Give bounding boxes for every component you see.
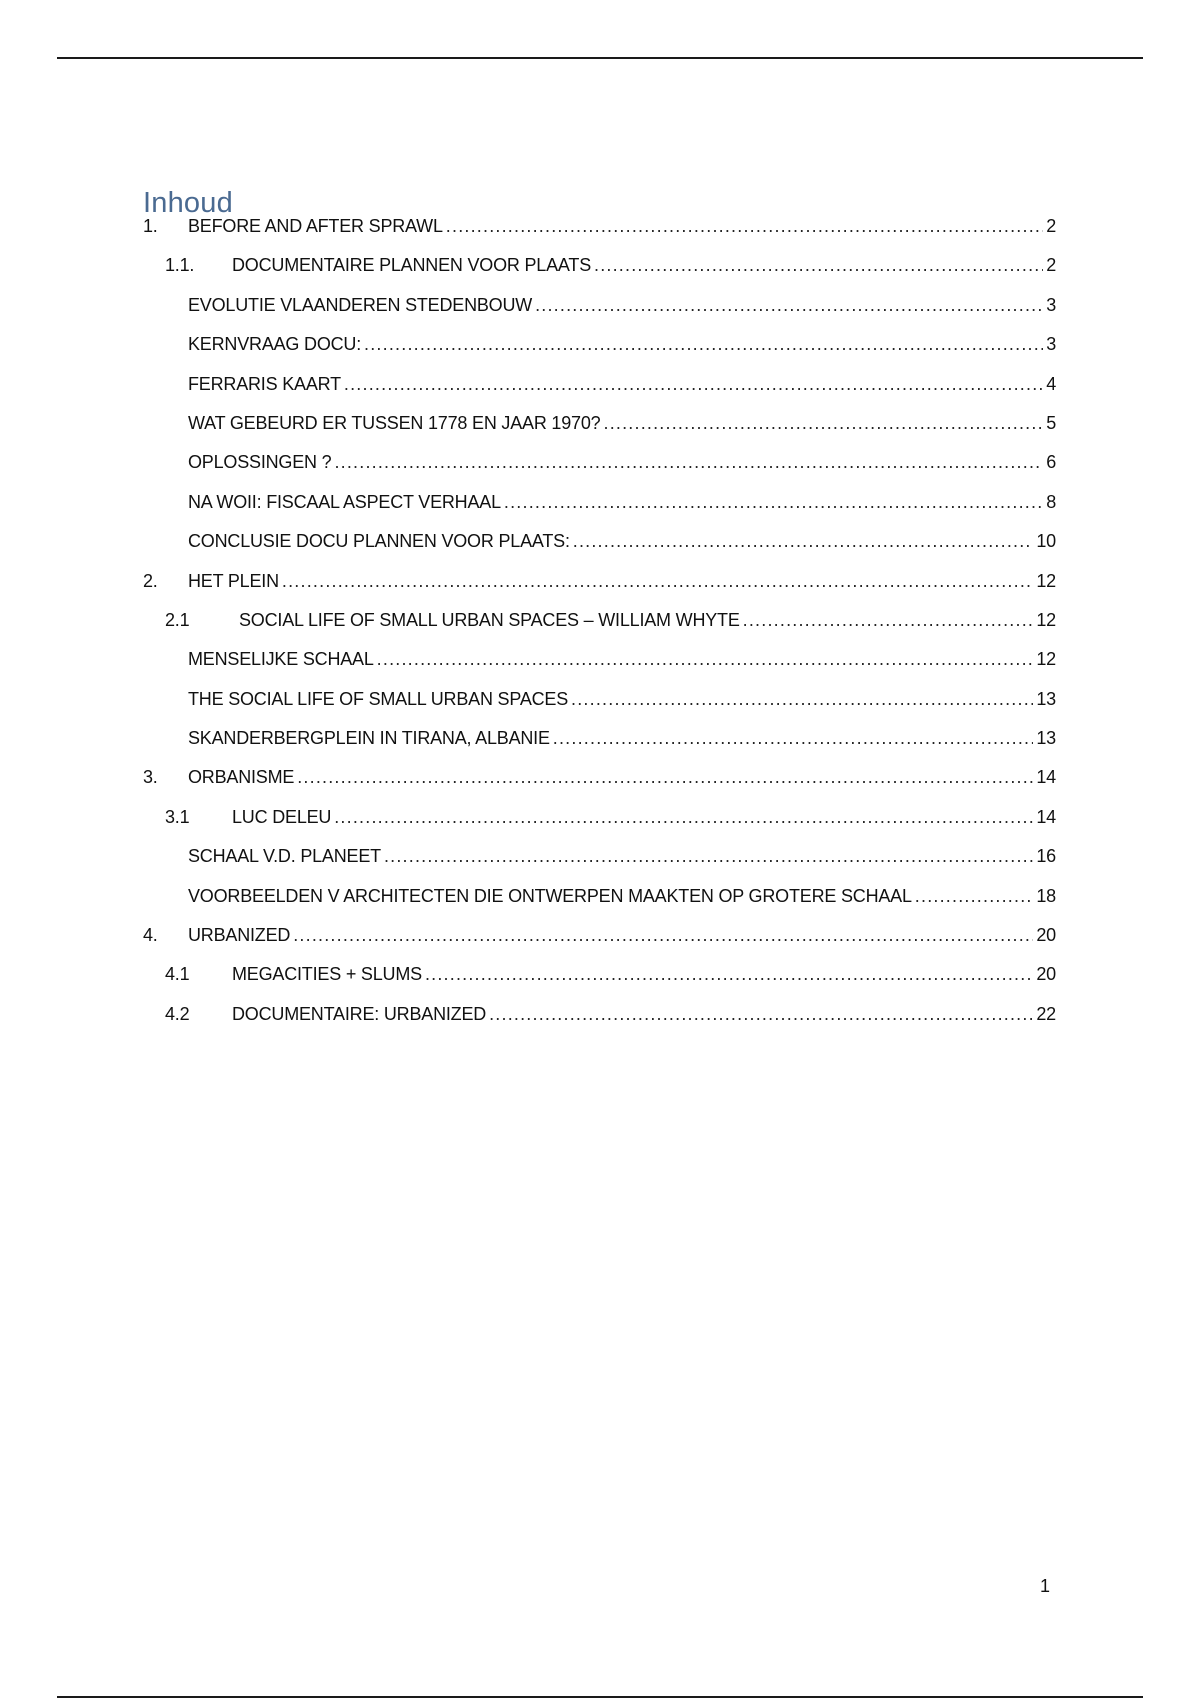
toc-entry-page: 18 xyxy=(1036,885,1056,906)
toc-entry-page: 2 xyxy=(1046,255,1056,276)
toc-dot-leader xyxy=(446,207,1043,246)
toc-entry-title: OPLOSSINGEN ? xyxy=(188,452,332,473)
toc-entry-title: EVOLUTIE VLAANDEREN STEDENBOUW xyxy=(188,294,533,315)
toc-entry-page: 5 xyxy=(1046,412,1056,433)
toc-entry[interactable] xyxy=(143,719,1056,758)
toc-entry[interactable] xyxy=(143,404,1056,443)
toc-entry-number: 4.2 xyxy=(165,1003,190,1024)
toc-dot-leader xyxy=(377,640,1034,679)
toc-dot-leader xyxy=(293,916,1033,955)
toc-dot-leader xyxy=(743,601,1034,640)
toc-entry-page: 3 xyxy=(1046,334,1056,355)
toc-entry-number: 3.1 xyxy=(165,806,190,827)
toc-entry-page: 3 xyxy=(1046,294,1056,315)
toc-dot-leader xyxy=(915,877,1034,916)
toc-entry-title: NA WOII: FISCAAL ASPECT VERHAAL xyxy=(188,491,501,512)
toc-entry-title: SKANDERBERGPLEIN IN TIRANA, ALBANIE xyxy=(188,728,550,749)
header-rule xyxy=(57,57,1143,59)
toc-entry-page: 16 xyxy=(1036,846,1056,867)
toc-entry-number: 3. xyxy=(143,767,158,788)
toc-entry-page: 20 xyxy=(1036,964,1056,985)
toc-dot-leader xyxy=(535,286,1043,325)
toc-dot-leader xyxy=(571,680,1033,719)
toc-entry[interactable] xyxy=(143,640,1056,679)
table-of-contents xyxy=(143,207,1056,1034)
toc-entry-page: 12 xyxy=(1036,570,1056,591)
toc-entry-title: DOCUMENTAIRE PLANNEN VOOR PLAATS xyxy=(232,255,591,276)
toc-entry-page: 14 xyxy=(1036,767,1056,788)
toc-entry[interactable] xyxy=(143,207,1056,246)
page-number: 1 xyxy=(1040,1576,1051,1596)
toc-entry-page: 12 xyxy=(1036,609,1056,630)
toc-entry-title: FERRARIS KAART xyxy=(188,373,341,394)
toc-entry[interactable] xyxy=(143,758,1056,797)
toc-dot-leader xyxy=(489,995,1033,1034)
toc-dot-leader xyxy=(604,404,1044,443)
toc-entry-page: 8 xyxy=(1046,491,1056,512)
toc-dot-leader xyxy=(384,837,1033,876)
toc-entry-page: 13 xyxy=(1036,728,1056,749)
toc-entry[interactable] xyxy=(143,877,1056,916)
toc-dot-leader xyxy=(504,483,1043,522)
toc-entry-title: KERNVRAAG DOCU: xyxy=(188,334,362,355)
toc-entry-number: 4.1 xyxy=(165,964,190,985)
toc-entry-title: ORBANISME xyxy=(188,767,295,788)
toc-entry-title: BEFORE AND AFTER SPRAWL xyxy=(188,216,443,236)
toc-entry-number: 4. xyxy=(143,925,158,946)
toc-entry-page: 20 xyxy=(1036,925,1056,946)
footer-rule xyxy=(57,1696,1143,1698)
toc-entry-number: 1.1. xyxy=(165,255,195,276)
toc-entry-title: MEGACITIES + SLUMS xyxy=(232,964,422,985)
toc-entry[interactable] xyxy=(143,995,1056,1034)
toc-dot-leader xyxy=(344,365,1043,404)
toc-entry[interactable] xyxy=(143,443,1056,482)
toc-entry[interactable] xyxy=(143,365,1056,404)
toc-entry-title: WAT GEBEURD ER TUSSEN 1778 EN JAAR 1970? xyxy=(188,412,601,433)
toc-entry-title: HET PLEIN xyxy=(188,570,279,591)
toc-dot-leader xyxy=(282,562,1033,601)
toc-entry-title: SOCIAL LIFE OF SMALL URBAN SPACES – WILLIAM WHYTE xyxy=(239,609,740,630)
toc-entry-number: 2.1 xyxy=(165,609,190,630)
toc-dot-leader xyxy=(334,798,1033,837)
toc-entry-page: 13 xyxy=(1036,688,1056,709)
toc-dot-leader xyxy=(594,246,1043,285)
toc-entry-page: 10 xyxy=(1036,531,1056,552)
toc-entry[interactable] xyxy=(143,522,1056,561)
toc-entry[interactable] xyxy=(143,246,1056,285)
toc-dot-leader xyxy=(364,325,1043,364)
toc-dot-leader xyxy=(334,443,1043,482)
toc-entry-title: SCHAAL V.D. PLANEET xyxy=(188,846,381,867)
toc-entry-title: LUC DELEU xyxy=(232,806,332,827)
toc-entry[interactable] xyxy=(143,955,1056,994)
toc-entry[interactable] xyxy=(143,680,1056,719)
toc-entry[interactable] xyxy=(143,286,1056,325)
toc-dot-leader xyxy=(573,522,1034,561)
toc-entry-page: 6 xyxy=(1046,452,1056,473)
toc-entry[interactable] xyxy=(143,837,1056,876)
toc-entry-page: 14 xyxy=(1036,806,1056,827)
toc-entry-number: 1. xyxy=(143,216,158,236)
toc-entry-title: CONCLUSIE DOCU PLANNEN VOOR PLAATS: xyxy=(188,531,570,552)
toc-entry[interactable] xyxy=(143,916,1056,955)
toc-entry[interactable] xyxy=(143,562,1056,601)
toc-entry-number: 2. xyxy=(143,570,158,591)
toc-dot-leader xyxy=(553,719,1034,758)
toc-dot-leader xyxy=(297,758,1033,797)
toc-entry-page: 12 xyxy=(1036,649,1056,670)
toc-entry-page: 22 xyxy=(1036,1003,1056,1024)
toc-title: Inhoud xyxy=(143,187,233,220)
toc-entry-title: VOORBEELDEN V ARCHITECTEN DIE ONTWERPEN MAAKTEN OP GROTERE SCHAAL xyxy=(188,885,912,906)
toc-entry-title: THE SOCIAL LIFE OF SMALL URBAN SPACES xyxy=(188,688,569,709)
toc-entry[interactable] xyxy=(143,798,1056,837)
toc-entry-title: DOCUMENTAIRE: URBANIZED xyxy=(232,1003,487,1024)
toc-entry-title: URBANIZED xyxy=(188,925,291,946)
toc-dot-leader xyxy=(425,955,1033,994)
toc-entry[interactable] xyxy=(143,483,1056,522)
toc-entry-title: MENSELIJKE SCHAAL xyxy=(188,649,374,670)
toc-entry-page: 4 xyxy=(1046,373,1056,394)
toc-entry[interactable] xyxy=(143,325,1056,364)
toc-entry-page: 2 xyxy=(1046,216,1056,236)
toc-entry[interactable] xyxy=(143,601,1056,640)
